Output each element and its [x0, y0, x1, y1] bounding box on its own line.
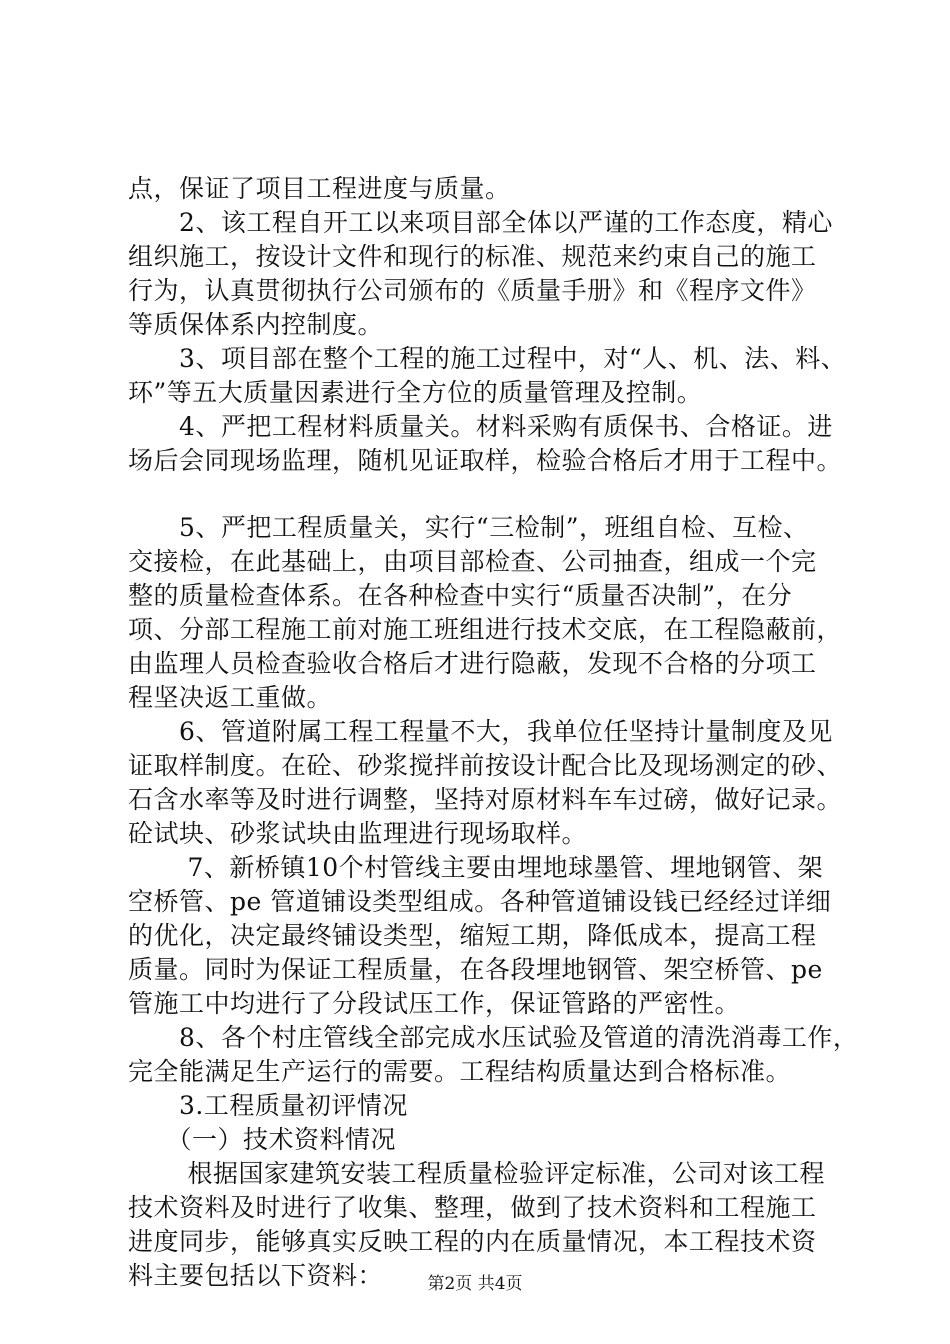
text-line: 8、各个村庄管线全部完成水压试验及管道的清洗消毒工作，: [128, 1023, 859, 1052]
text-line: 料主要包括以下资料：: [128, 1261, 384, 1290]
text-line: 根据国家建筑安装工程质量检验评定标准，公司对该工程: [128, 1159, 825, 1188]
text-line: 的优化，决定最终铺设类型，缩短工期，降低成本，提高工程: [128, 921, 817, 950]
text-line: 交接检，在此基础上，由项目部检查、公司抽查，组成一个完: [128, 547, 817, 576]
text-line: 2、该工程自开工以来项目部全体以严谨的工作态度，精心: [128, 208, 833, 237]
text-line: 组织施工，按设计文件和现行的标准、规范来约束自己的施工: [128, 242, 817, 271]
document-body: [128, 172, 859, 1293]
text-line: 项、分部工程施工前对施工班组进行技术交底，在工程隐蔽前，: [128, 615, 843, 644]
blank-line: [128, 478, 838, 511]
text-line: 空桥管、pe 管道铺设类型组成。各种管道铺设钱已经经过详细: [128, 887, 832, 916]
text-line: 点，保证了项目工程进度与质量。: [128, 174, 511, 203]
text-line: 7、新桥镇10个村管线主要由埋地球墨管、埋地钢管、架: [128, 853, 824, 882]
section-heading: 3.工程质量初评情况: [128, 1091, 408, 1120]
text-line: 技术资料及时进行了收集、整理，做到了技术资料和工程施工: [128, 1193, 817, 1222]
text-line: 3、项目部在整个工程的施工过程中，对“人、机、法、料、: [128, 344, 847, 373]
text-line: 场后会同现场监理，随机见证取样，检验合格后才用于工程中。: [128, 446, 843, 475]
text-line: 进度同步，能够真实反映工程的内在质量情况，本工程技术资: [128, 1227, 817, 1256]
subsection-heading: （一）技术资料情况: [128, 1125, 397, 1154]
text-line: 等质保体系内控制度。: [128, 310, 384, 339]
text-line: 完全能满足生产运行的需要。工程结构质量达到合格标准。: [128, 1057, 792, 1086]
text-line: 砼试块、砂浆试块由监理进行现场取样。: [128, 819, 588, 848]
text-line: 管施工中均进行了分段试压工作，保证管路的严密性。: [128, 989, 741, 1018]
text-line: 石含水率等及时进行调整，坚持对原材料车车过磅，做好记录。: [128, 785, 843, 814]
text-line: 整的质量检查体系。在各种检查中实行“质量否决制”，在分: [128, 581, 793, 610]
text-line: 5、严把工程质量关，实行“三检制”，班组自检、互检、: [128, 513, 809, 542]
page-number-footer: 第2页 共4页: [427, 1274, 523, 1294]
text-line: 由监理人员检查验收合格后才进行隐蔽，发现不合格的分项工: [128, 649, 817, 678]
text-line: 程坚决返工重做。: [128, 683, 333, 712]
text-line: 6、管道附属工程工程量不大，我单位任坚持计量制度及见: [128, 717, 833, 746]
text-line: 证取样制度。在砼、砂浆搅拌前按设计配合比及现场测定的砂、: [128, 751, 843, 780]
text-line: 4、严把工程材料质量关。材料采购有质保书、合格证。进: [128, 412, 833, 441]
text-line: 环”等五大质量因素进行全方位的质量管理及控制。: [128, 378, 703, 407]
text-line: 行为，认真贯彻执行公司颁布的《质量手册》和《程序文件》: [128, 276, 817, 305]
text-line: 质量。同时为保证工程质量，在各段埋地钢管、架空桥管、pe: [128, 955, 823, 984]
